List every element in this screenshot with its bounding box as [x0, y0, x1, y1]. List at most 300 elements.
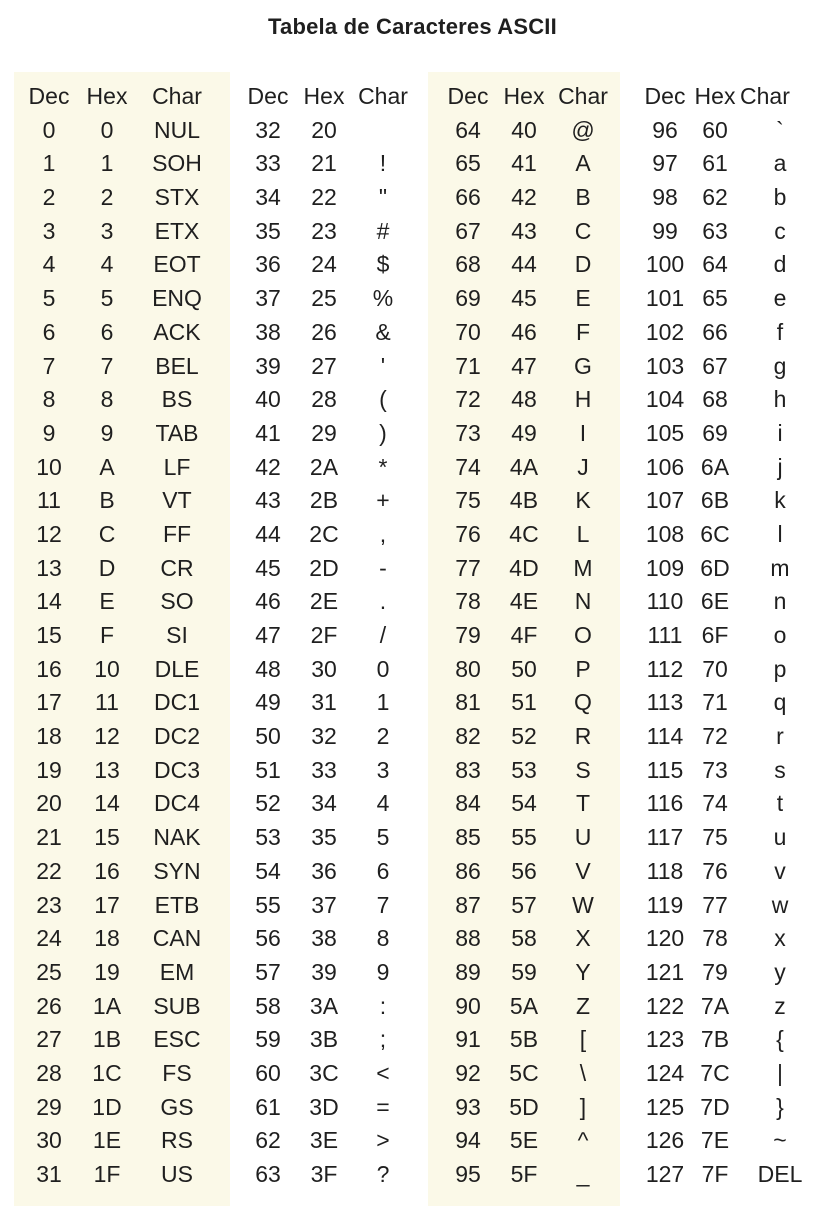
char-cell: ( [379, 386, 387, 413]
dec-cell: 85 [455, 824, 481, 851]
dec-cell: 88 [455, 925, 481, 952]
hex-cell: 38 [311, 925, 337, 952]
hex-cell: 5A [509, 992, 539, 1019]
hex-cell: 7B [700, 1026, 730, 1053]
hex-cell: 65 [702, 285, 728, 312]
table-row [638, 1091, 824, 1125]
dec-cell: 41 [255, 419, 281, 446]
table-row [440, 350, 614, 384]
hex-cell: 43 [511, 217, 537, 244]
table-row [638, 248, 824, 282]
char-cell: s [774, 756, 786, 783]
dec-cell: 32 [255, 116, 281, 143]
table-row [440, 451, 614, 485]
table-row [638, 1023, 824, 1057]
dec-cell: 49 [255, 689, 281, 716]
table-row [240, 1057, 414, 1091]
hex-cell: 25 [311, 285, 337, 312]
char-cell: N [574, 588, 592, 615]
hex-cell: 24 [311, 251, 337, 278]
header-dec: Dec [447, 83, 489, 109]
hex-cell: 53 [511, 756, 537, 783]
table-row [638, 518, 824, 552]
char-cell: G [574, 352, 592, 379]
dec-cell: 6 [42, 318, 56, 345]
dec-cell: 64 [455, 116, 481, 143]
dec-cell: 89 [455, 958, 481, 985]
hex-cell: 3B [309, 1026, 339, 1053]
hex-cell: 2A [309, 453, 339, 480]
hex-cell: 2D [309, 554, 339, 581]
dec-cell: 39 [255, 352, 281, 379]
table-row [440, 484, 614, 518]
table-header-row [20, 80, 218, 114]
table-row [638, 484, 824, 518]
hex-cell: 3C [309, 1059, 339, 1086]
table-row [440, 1124, 614, 1158]
char-cell: FS [162, 1059, 192, 1086]
header-hex: Hex [694, 83, 736, 109]
dec-cell: 93 [455, 1093, 481, 1120]
dec-cell: 104 [645, 386, 685, 413]
dec-cell: 13 [36, 554, 62, 581]
table-row [240, 889, 414, 923]
dec-cell: 106 [645, 453, 685, 480]
char-cell: U [574, 824, 592, 851]
hex-cell: 14 [94, 790, 120, 817]
table-row [240, 248, 414, 282]
char-cell: LF [163, 453, 191, 480]
char-cell: ' [380, 352, 386, 379]
hex-cell: 75 [702, 824, 728, 851]
char-cell: : [379, 992, 387, 1019]
table-row [440, 585, 614, 619]
dec-cell: 87 [455, 891, 481, 918]
table-row [240, 114, 414, 148]
char-cell: RS [161, 1127, 193, 1154]
hex-cell: 63 [702, 217, 728, 244]
table-row [20, 619, 218, 653]
char-cell: DEL [757, 1161, 803, 1187]
dec-cell: 8 [42, 386, 56, 413]
char-cell: @ [571, 116, 595, 143]
dec-cell: 29 [36, 1093, 62, 1120]
dec-cell: 59 [255, 1026, 281, 1053]
table-row [20, 889, 218, 923]
char-cell: + [376, 487, 390, 514]
hex-cell: 67 [702, 352, 728, 379]
hex-cell: 61 [702, 150, 728, 177]
table-row [240, 518, 414, 552]
table-row [440, 282, 614, 316]
char-cell: ESC [153, 1026, 201, 1053]
char-cell: j [777, 453, 783, 480]
hex-cell: 45 [511, 285, 537, 312]
hex-cell: 6E [700, 588, 730, 615]
hex-cell: 47 [511, 352, 537, 379]
table-header-row [638, 80, 824, 114]
char-cell: B [575, 184, 591, 211]
dec-cell: 30 [36, 1127, 62, 1154]
table-row [638, 922, 824, 956]
table-row [240, 1158, 414, 1192]
dec-cell: 47 [255, 622, 281, 648]
table-row [240, 956, 414, 990]
hex-cell: 22 [311, 184, 337, 211]
char-cell: ACK [153, 318, 201, 345]
dec-cell: 69 [455, 285, 481, 312]
char-cell: SUB [153, 992, 201, 1019]
dec-cell: 51 [255, 756, 281, 783]
char-cell: t [776, 790, 784, 817]
hex-cell: 1C [92, 1059, 122, 1086]
hex-cell: 79 [702, 958, 728, 985]
table-row [20, 1124, 218, 1158]
table-row [638, 787, 824, 821]
table-row [440, 855, 614, 889]
table-row [440, 990, 614, 1024]
char-cell: CR [160, 554, 194, 581]
char-cell: 8 [376, 925, 390, 952]
table-row [440, 956, 614, 990]
table-row [638, 282, 824, 316]
dec-cell: 70 [455, 318, 481, 345]
dec-cell: 117 [646, 824, 684, 851]
char-cell: [ [579, 1026, 587, 1053]
hex-cell: 13 [94, 756, 120, 783]
table-row [20, 1023, 218, 1057]
hex-cell: 3A [309, 992, 339, 1019]
table-row [240, 282, 414, 316]
hex-cell: 32 [311, 723, 337, 750]
dec-cell: 98 [652, 184, 678, 211]
hex-cell: 59 [511, 958, 537, 985]
char-cell: K [575, 487, 591, 514]
dec-cell: 57 [255, 958, 281, 985]
hex-cell: F [99, 622, 115, 648]
char-cell: C [574, 217, 592, 244]
char-cell: 2 [376, 723, 390, 750]
dec-cell: 99 [652, 217, 678, 244]
char-cell: ETX [154, 217, 200, 244]
table-row [638, 552, 824, 586]
hex-cell: 74 [702, 790, 728, 817]
hex-cell: 16 [94, 857, 120, 884]
dec-cell: 78 [455, 588, 481, 615]
dec-cell: 52 [255, 790, 281, 817]
table-row [240, 181, 414, 215]
table-row [20, 248, 218, 282]
table-row [240, 619, 414, 653]
table-row [440, 821, 614, 855]
hex-cell: 1B [92, 1026, 122, 1053]
char-cell: d [773, 251, 787, 278]
hex-cell: 35 [311, 824, 337, 851]
char-cell: US [161, 1161, 193, 1187]
table-row [440, 720, 614, 754]
char-cell: q [773, 689, 787, 716]
table-row [20, 417, 218, 451]
dec-cell: 79 [455, 622, 481, 648]
hex-cell: 10 [94, 655, 120, 682]
table-header-row [440, 80, 614, 114]
table-row [440, 114, 614, 148]
char-cell: P [575, 655, 591, 682]
dec-cell: 58 [255, 992, 281, 1019]
header-dec: Dec [644, 83, 686, 109]
table-row [638, 350, 824, 384]
hex-cell: 69 [702, 419, 728, 446]
table-row [638, 855, 824, 889]
table-row [240, 585, 414, 619]
char-cell: M [573, 554, 593, 581]
table-row [440, 653, 614, 687]
char-cell: VT [162, 487, 192, 514]
dec-cell: 31 [36, 1161, 62, 1187]
hex-cell: 11 [95, 689, 119, 716]
table-row [240, 350, 414, 384]
table-row [440, 1057, 614, 1091]
char-cell: BS [161, 386, 193, 413]
table-row [440, 1091, 614, 1125]
dec-cell: 100 [645, 251, 685, 278]
hex-cell: 33 [311, 756, 337, 783]
table-row [240, 922, 414, 956]
dec-cell: 17 [36, 689, 62, 716]
dec-cell: 16 [36, 655, 62, 682]
table-row [20, 585, 218, 619]
hex-cell: 6D [700, 554, 730, 581]
hex-cell: 4C [509, 520, 539, 547]
char-cell: V [575, 857, 591, 884]
hex-cell: 73 [702, 756, 728, 783]
table-row [440, 754, 614, 788]
dec-cell: 92 [455, 1059, 481, 1086]
dec-cell: 115 [646, 756, 684, 783]
table-row [20, 484, 218, 518]
hex-cell: 26 [311, 318, 337, 345]
hex-cell: 72 [702, 723, 728, 750]
table-row [20, 1091, 218, 1125]
table-row [440, 147, 614, 181]
char-cell: I [579, 419, 587, 446]
table-row [638, 417, 824, 451]
char-cell: R [574, 723, 592, 750]
hex-cell: 31 [311, 689, 337, 716]
char-cell: T [575, 790, 591, 817]
hex-cell: 3D [309, 1093, 339, 1120]
dec-cell: 61 [255, 1093, 281, 1120]
char-cell: - [379, 554, 387, 581]
dec-cell: 2 [42, 184, 56, 211]
table-row [638, 383, 824, 417]
table-row [440, 1023, 614, 1057]
dec-cell: 1 [42, 150, 56, 177]
hex-cell: 44 [511, 251, 537, 278]
hex-cell: 8 [100, 386, 114, 413]
table-row [638, 889, 824, 923]
hex-cell: D [98, 554, 116, 581]
hex-cell: E [99, 588, 115, 615]
table-row [440, 215, 614, 249]
hex-cell: 34 [311, 790, 337, 817]
dec-cell: 67 [455, 217, 481, 244]
dec-cell: 5 [42, 285, 56, 312]
table-row [20, 350, 218, 384]
dec-cell: 97 [652, 150, 678, 177]
char-cell: 0 [376, 655, 390, 682]
table-row [20, 787, 218, 821]
hex-cell: 71 [702, 689, 728, 716]
table-row [638, 720, 824, 754]
char-cell: GS [160, 1093, 194, 1120]
char-cell: 3 [376, 756, 390, 783]
table-row [440, 922, 614, 956]
dec-cell: 48 [255, 655, 281, 682]
char-cell: S [575, 756, 591, 783]
dec-cell: 55 [255, 891, 281, 918]
hex-cell: 20 [311, 116, 337, 143]
dec-cell: 24 [36, 925, 62, 952]
hex-cell: 9 [100, 419, 114, 446]
dec-cell: 35 [255, 217, 281, 244]
char-cell: X [575, 925, 591, 952]
char-cell: 9 [376, 958, 390, 985]
header-hex: Hex [86, 83, 128, 109]
char-cell: 6 [376, 857, 390, 884]
dec-cell: 103 [645, 352, 685, 379]
char-cell: & [375, 318, 391, 345]
char-cell: h [773, 386, 787, 413]
dec-cell: 60 [255, 1059, 281, 1086]
char-cell: > [376, 1127, 390, 1154]
dec-cell: 40 [255, 386, 281, 413]
table-row [20, 383, 218, 417]
dec-cell: 83 [455, 756, 481, 783]
dec-cell: 38 [255, 318, 281, 345]
table-row [240, 855, 414, 889]
table-row [440, 248, 614, 282]
table-row [440, 1158, 614, 1192]
hex-cell: 15 [94, 824, 120, 851]
dec-cell: 107 [645, 487, 685, 514]
table-row [240, 754, 414, 788]
char-cell: m [770, 554, 790, 581]
char-cell: ] [579, 1093, 587, 1120]
char-cell: < [376, 1059, 390, 1086]
dec-cell: 74 [455, 453, 481, 480]
hex-cell: 5F [510, 1161, 538, 1187]
hex-cell: 62 [702, 184, 728, 211]
dec-cell: 73 [455, 419, 481, 446]
hex-cell: 21 [311, 150, 337, 177]
dec-cell: 27 [36, 1026, 62, 1053]
table-row [20, 1057, 218, 1091]
char-cell: ^ [577, 1127, 589, 1154]
char-cell: % [372, 285, 394, 312]
dec-cell: 18 [36, 723, 62, 750]
hex-cell: 5 [100, 285, 114, 312]
char-cell: u [773, 824, 787, 851]
dec-cell: 43 [255, 487, 281, 514]
table-row [240, 686, 414, 720]
dec-cell: 114 [646, 723, 684, 750]
char-cell: J [577, 453, 589, 480]
char-cell: \ [579, 1059, 587, 1086]
char-cell: _ [576, 1161, 590, 1187]
hex-cell: 3 [100, 217, 114, 244]
char-cell: SO [160, 588, 194, 615]
header-hex: Hex [303, 83, 345, 109]
hex-cell: 12 [94, 723, 120, 750]
char-cell: l [777, 520, 783, 547]
char-cell: " [378, 184, 388, 211]
hex-cell: 76 [702, 857, 728, 884]
dec-cell: 22 [36, 857, 62, 884]
table-row [638, 1124, 824, 1158]
hex-cell: 39 [311, 958, 337, 985]
char-cell: ~ [773, 1127, 787, 1154]
char-cell: DC3 [153, 756, 200, 783]
char-cell: i [777, 419, 783, 446]
char-cell: 4 [376, 790, 390, 817]
char-cell: n [773, 588, 787, 615]
char-cell: NAK [153, 824, 201, 851]
table-row [20, 552, 218, 586]
char-cell: x [774, 925, 786, 952]
hex-cell: 7F [701, 1161, 729, 1187]
dec-cell: 94 [455, 1127, 481, 1154]
char-cell: z [774, 992, 786, 1019]
char-cell: r [776, 723, 784, 750]
table-row [440, 787, 614, 821]
hex-cell: 2E [309, 588, 339, 615]
char-cell: Q [574, 689, 592, 716]
hex-cell: 1A [92, 992, 122, 1019]
hex-cell: 1D [92, 1093, 122, 1120]
hex-cell: 19 [94, 958, 120, 985]
hex-cell: 4B [509, 487, 539, 514]
table-row [20, 215, 218, 249]
char-cell: EOT [153, 251, 201, 278]
hex-cell: 5D [509, 1093, 539, 1120]
char-cell: DC4 [153, 790, 200, 817]
hex-cell: 56 [511, 857, 537, 884]
dec-cell: 112 [646, 655, 684, 682]
dec-cell: 56 [255, 925, 281, 952]
char-cell: CAN [152, 925, 202, 952]
hex-cell: 57 [511, 891, 537, 918]
table-row [440, 619, 614, 653]
table-row [240, 720, 414, 754]
table-row [440, 686, 614, 720]
table-row [20, 147, 218, 181]
hex-cell: A [99, 453, 115, 480]
header-char: Char [152, 83, 202, 109]
hex-cell: 1F [93, 1161, 121, 1187]
char-cell: o [773, 622, 787, 648]
hex-cell: 30 [311, 655, 337, 682]
hex-cell: 58 [511, 925, 537, 952]
table-row [240, 552, 414, 586]
table-header-row [240, 80, 414, 114]
hex-cell: 29 [311, 419, 337, 446]
dec-cell: 11 [37, 487, 61, 514]
char-cell: f [776, 318, 784, 345]
table-row [20, 720, 218, 754]
hex-cell: 3F [310, 1161, 338, 1187]
char-cell: 7 [376, 891, 390, 918]
